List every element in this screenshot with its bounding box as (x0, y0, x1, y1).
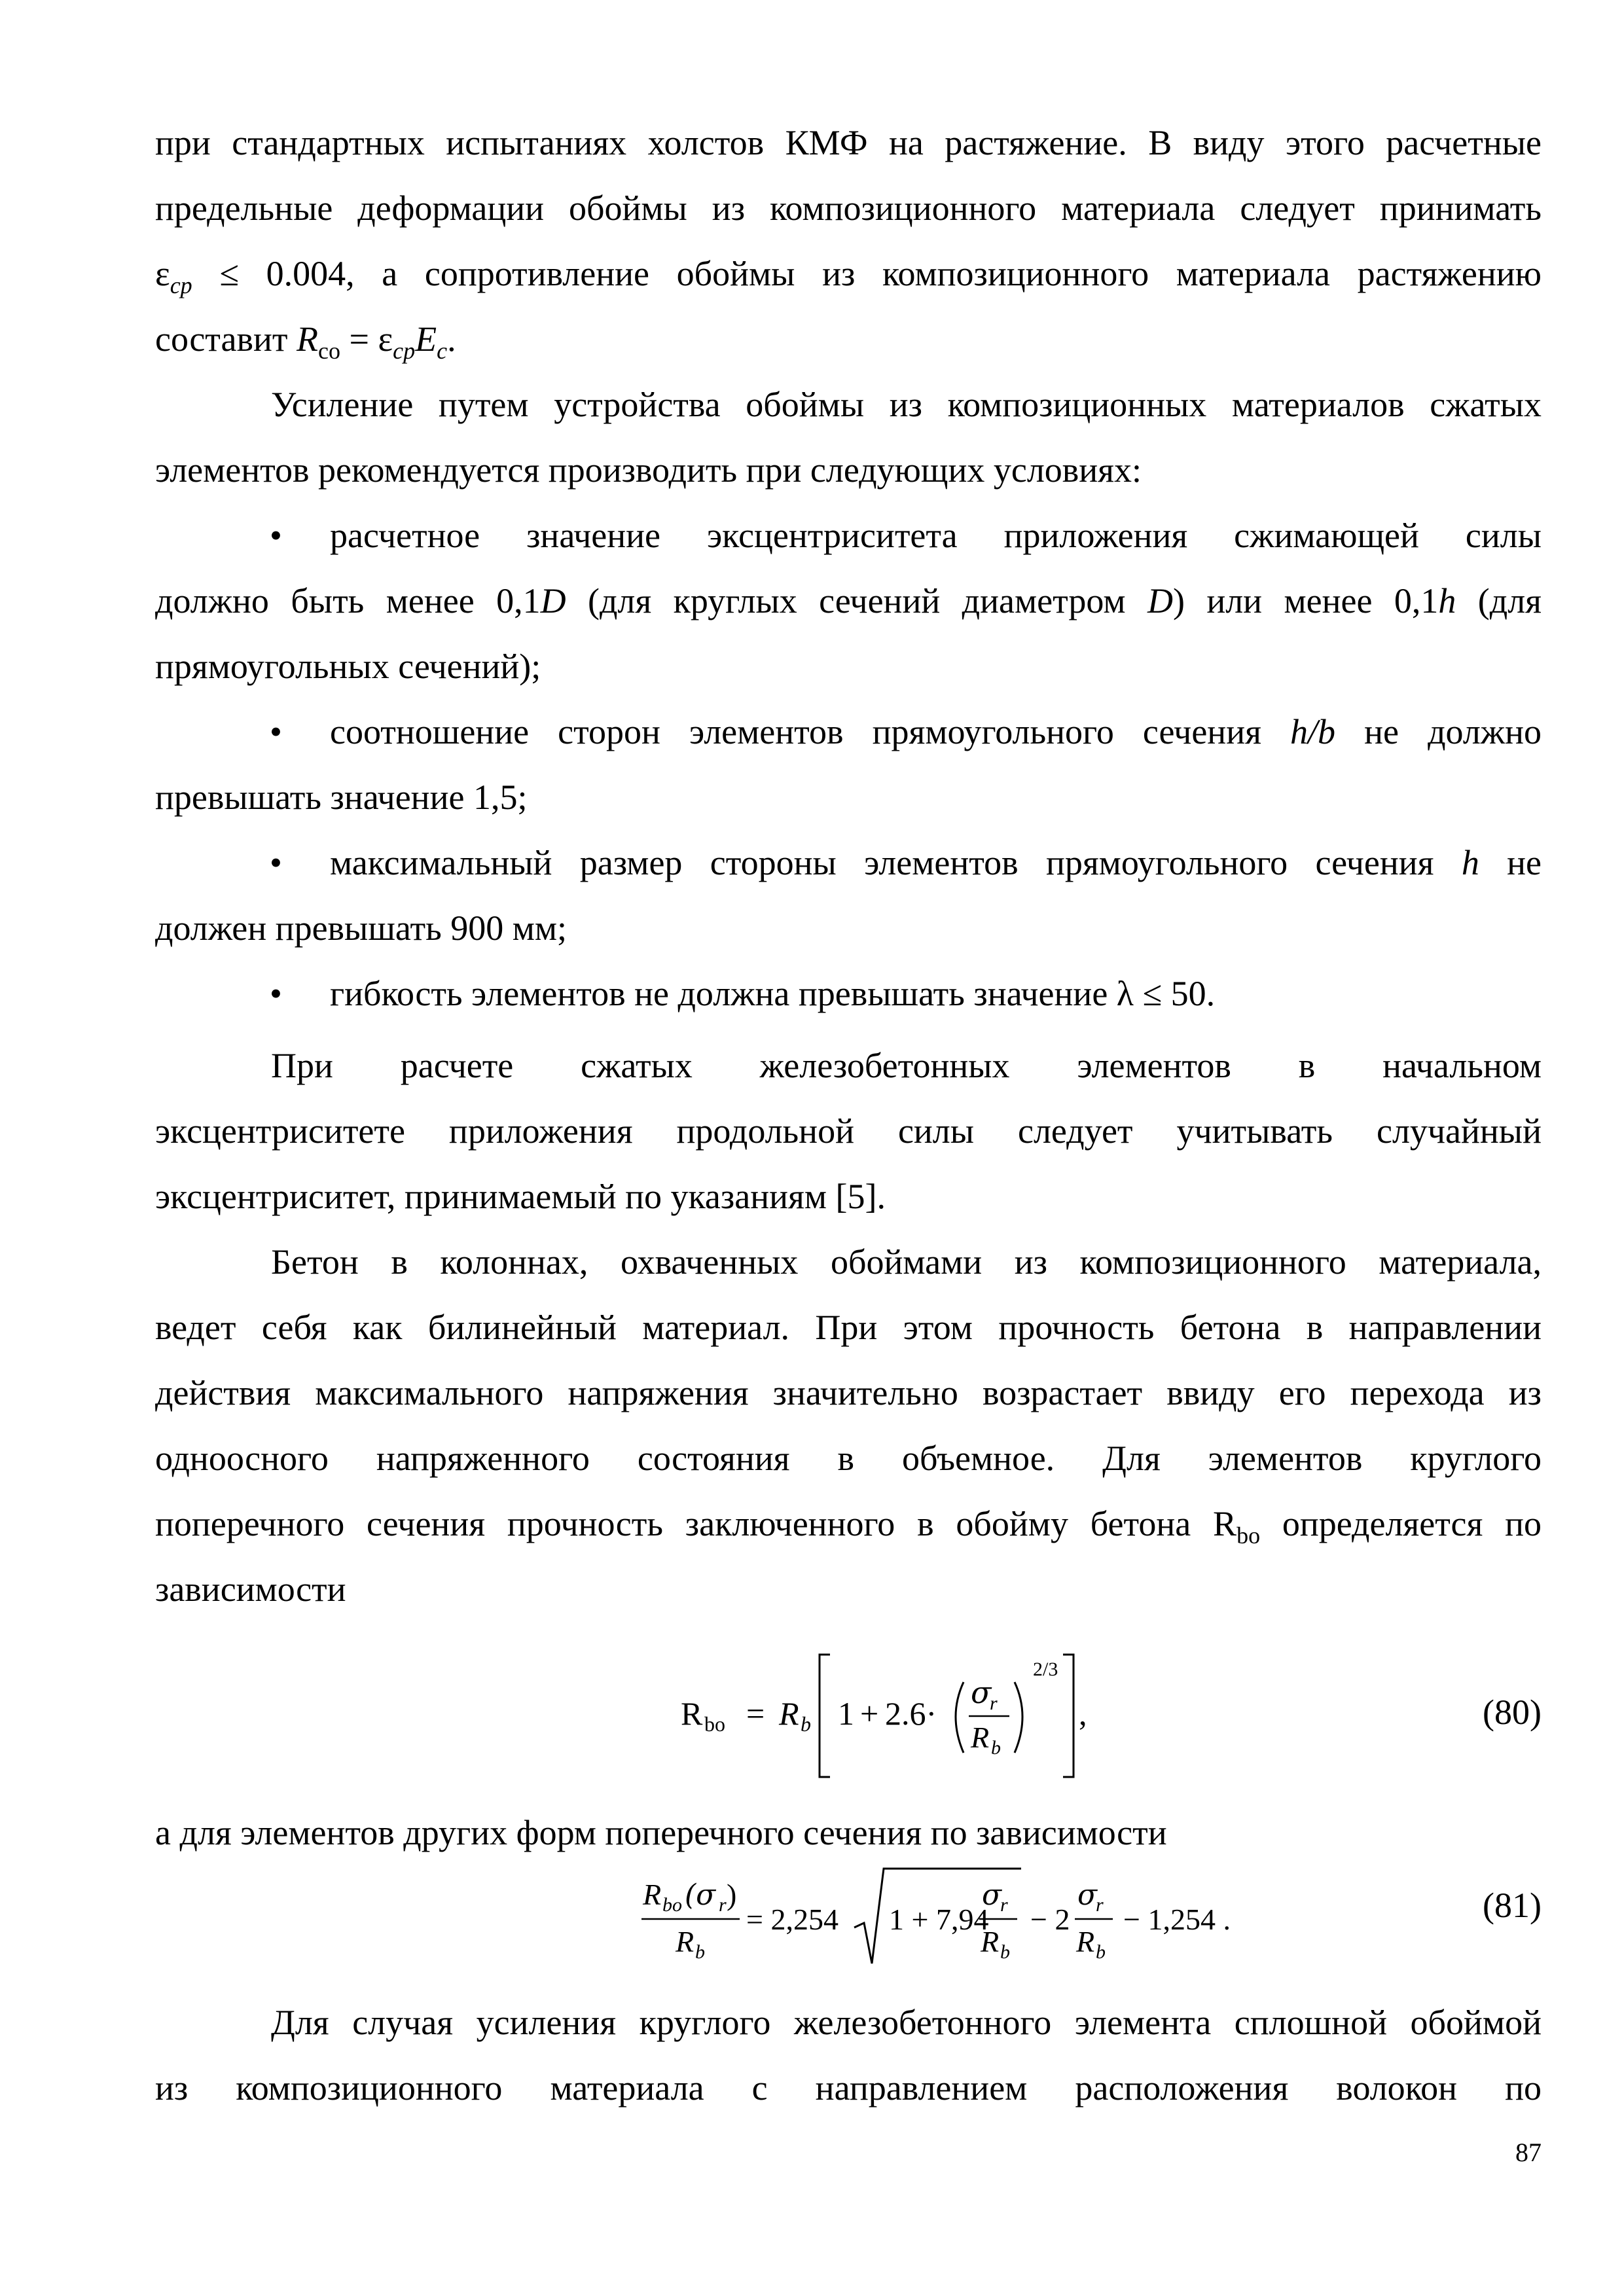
eq81-s1: σ (982, 1878, 1002, 1912)
eq80-rb-sub: b (801, 1712, 811, 1736)
text-line: при стандартных испытаниях холстов КМФ на растяжение. В виду этого расчетные (155, 123, 1542, 162)
equation-number: (80) (1483, 1693, 1542, 1732)
text-line: прямоугольных сечений); (155, 647, 541, 686)
eq80-lhs-sub: bo (704, 1712, 725, 1736)
left-bracket (820, 1655, 830, 1777)
eq80-comma: , (1079, 1695, 1087, 1732)
eq81-d1-sub: b (1000, 1941, 1010, 1963)
text-line: из композиционного материала с направлением расположения волокон по (155, 2068, 1542, 2108)
right-bracket (1063, 1655, 1074, 1777)
text-line: соотношение сторон элементов прямоугольного сечения h/b не должно (330, 712, 1542, 751)
bullet-marker: • (270, 712, 282, 751)
eq81-s2: σ (1077, 1878, 1098, 1912)
bullet-marker: • (270, 843, 282, 882)
eq81-lhs-num: R (643, 1878, 662, 1911)
eq81-d1: R (981, 1925, 1000, 1958)
eq80-lhs: R (681, 1695, 703, 1732)
text-line: а для элементов других форм поперечного сечения по зависимости (155, 1813, 1167, 1852)
eq80-rb: R (779, 1695, 799, 1732)
text-line: элементов рекомендуется производить при следующих условиях: (155, 450, 1142, 490)
text-line: Усиление путем устройства обоймы из композиционных материалов сжатых (271, 385, 1542, 424)
text-line: одноосного напряженного состояния в объемное. Для элементов круглого (155, 1439, 1542, 1478)
page-number: 87 (1515, 2138, 1542, 2167)
eq80-den-sub: b (991, 1737, 1001, 1759)
text-line: максимальный размер стороны элементов прямоугольного сечения h не (330, 843, 1542, 882)
eq81-s2-sub: r (1096, 1894, 1104, 1916)
eq80-one: 1 (838, 1695, 854, 1732)
eq81-eq: = 2,254 (746, 1903, 839, 1936)
text-line: поперечного сечения прочность заключенного в обойму бетона $R_{bo}$ определяется по (155, 1504, 1542, 1549)
eq80-plus: + (860, 1695, 879, 1732)
eq81-d2-sub: b (1096, 1941, 1106, 1963)
bullet-marker: • (270, 516, 282, 555)
text-line: Для случая усиления круглого железобетонного элемента сплошной обоймой (271, 2003, 1542, 2042)
eq81-tail: − 1,254 . (1123, 1903, 1231, 1936)
text-line: должен превышать 900 мм; (155, 908, 568, 948)
eq81-minus2: − 2 (1030, 1903, 1070, 1936)
text-line: расчетное значение эксцентриситета приложения сжимающей силы (330, 516, 1542, 555)
text-line: эксцентриситете приложения продольной силы следует учитывать случайный (155, 1111, 1542, 1151)
text-line: действия максимального напряжения значительно возрастает ввиду его перехода из (155, 1373, 1542, 1412)
eq80-coef: 2.6· (885, 1695, 937, 1732)
right-paren (1015, 1682, 1022, 1753)
eq81-d2: R (1076, 1925, 1095, 1958)
text-line: превышать значение 1,5; (155, 778, 528, 817)
eq80-sigma-sub: r (990, 1693, 998, 1714)
text-line: гибкость элементов не должна превышать значение λ ≤ 50. (330, 974, 1216, 1013)
eq80-sigma: σ (971, 1675, 992, 1710)
text-line: предельные деформации обоймы из композиционного материала следует принимать (155, 188, 1542, 228)
equation-81-graphic (641, 1865, 1257, 1977)
text-line: должно быть менее 0,1D (для круглых сечений диаметром D) или менее 0,1h (для (155, 581, 1542, 620)
eq81-lhs-den-sub: b (695, 1941, 705, 1963)
text-line: $\varepsilon_{cp} \le 0.004$, а сопротивление обоймы из композиционного материала растяжению (155, 254, 1542, 298)
eq81-lhs-arg-sub: r (719, 1894, 727, 1916)
eq80-equals: = (746, 1695, 765, 1732)
eq81-s1-sub: r (1000, 1894, 1008, 1916)
text-line: составит $R_{co} = \varepsilon_{cp}E_c$. (155, 319, 456, 364)
equation-number: (81) (1483, 1886, 1542, 1925)
eq81-lhs-arg: (σ (685, 1878, 716, 1912)
text-line: При расчете сжатых железобетонных элементов в начальном (271, 1046, 1542, 1085)
text-line: зависимости (155, 1570, 346, 1609)
text-line: эксцентриситет, принимаемый по указаниям [5]. (155, 1177, 886, 1216)
eq80-exp: 2/3 (1033, 1659, 1058, 1680)
eq81-lhs-num-sub: bo (662, 1894, 682, 1916)
eq81-lhs-close: ) (727, 1878, 737, 1911)
eq80-den: R (971, 1721, 990, 1754)
text-line: Бетон в колоннах, охваченных обоймами из композиционного материала, (271, 1242, 1542, 1282)
left-paren (956, 1682, 964, 1753)
text-line: ведет себя как билинейный материал. При этом прочность бетона в направлении (155, 1308, 1542, 1347)
equation-80-graphic (681, 1643, 1087, 1787)
bullet-marker: • (270, 974, 282, 1013)
eq81-lhs-den: R (676, 1925, 695, 1958)
eq81-inside: 1 + 7,94 (889, 1903, 989, 1936)
